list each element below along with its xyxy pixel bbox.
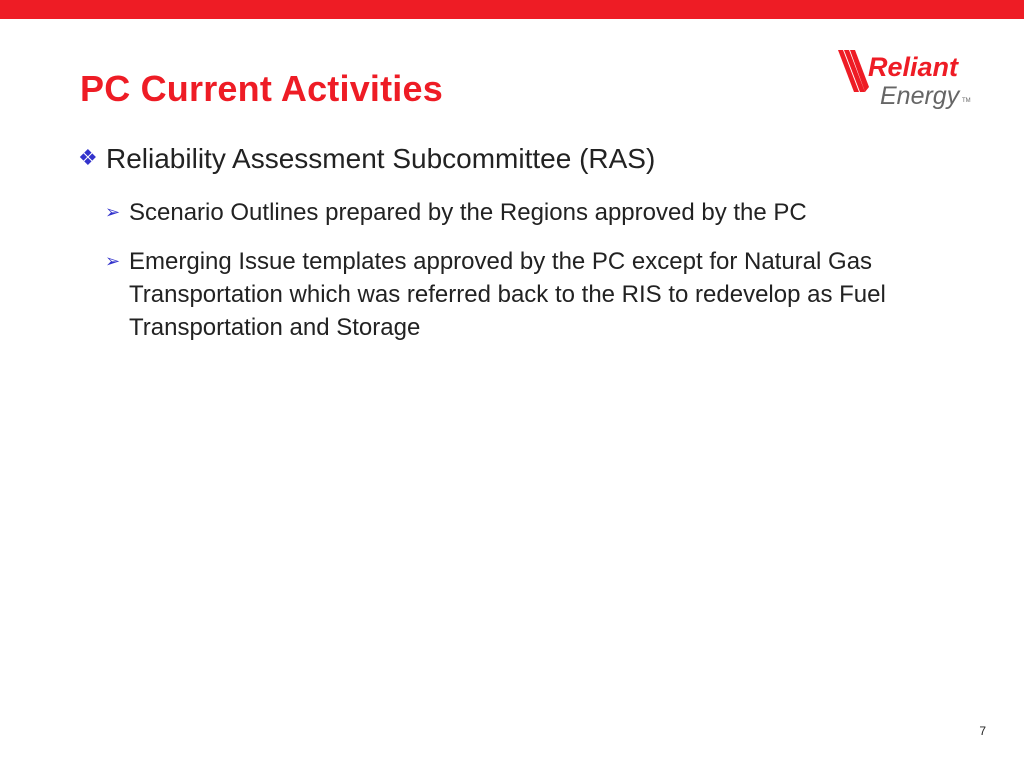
bullet-text-ras: Reliability Assessment Subcommittee (RAS): [106, 143, 656, 174]
bullet-item-level2: [105, 245, 998, 344]
slide-title: PC Current Activities: [80, 68, 443, 109]
diamond-four-bullet-icon: ❖: [78, 146, 98, 171]
page-number: 7: [979, 724, 986, 738]
arrowhead-bullet-icon: ➢: [105, 202, 121, 223]
bullet-item-level1: [78, 140, 998, 178]
logo-wordmark-reliant: Reliant: [868, 52, 959, 82]
logo-wordmark-energy: Energy: [880, 82, 960, 110]
bullet-text-emerging-issue: Emerging Issue templates approved by the PC except for Natural Gas Transportation which was referred back to the RIS to redevelop as Fuel Transportation and Storage: [129, 248, 886, 341]
bullet-text-scenario-outlines: Scenario Outlines prepared by the Regions approved by the PC: [129, 199, 807, 226]
arrowhead-bullet-icon: ➢: [105, 251, 121, 272]
slide-body: [78, 140, 998, 344]
top-red-bar: [0, 0, 1024, 19]
reliant-energy-logo: [838, 44, 978, 112]
logo-trademark: TM: [962, 98, 971, 104]
bullet-item-level2: [105, 196, 998, 229]
reliant-energy-logo-graphic: [838, 44, 978, 112]
